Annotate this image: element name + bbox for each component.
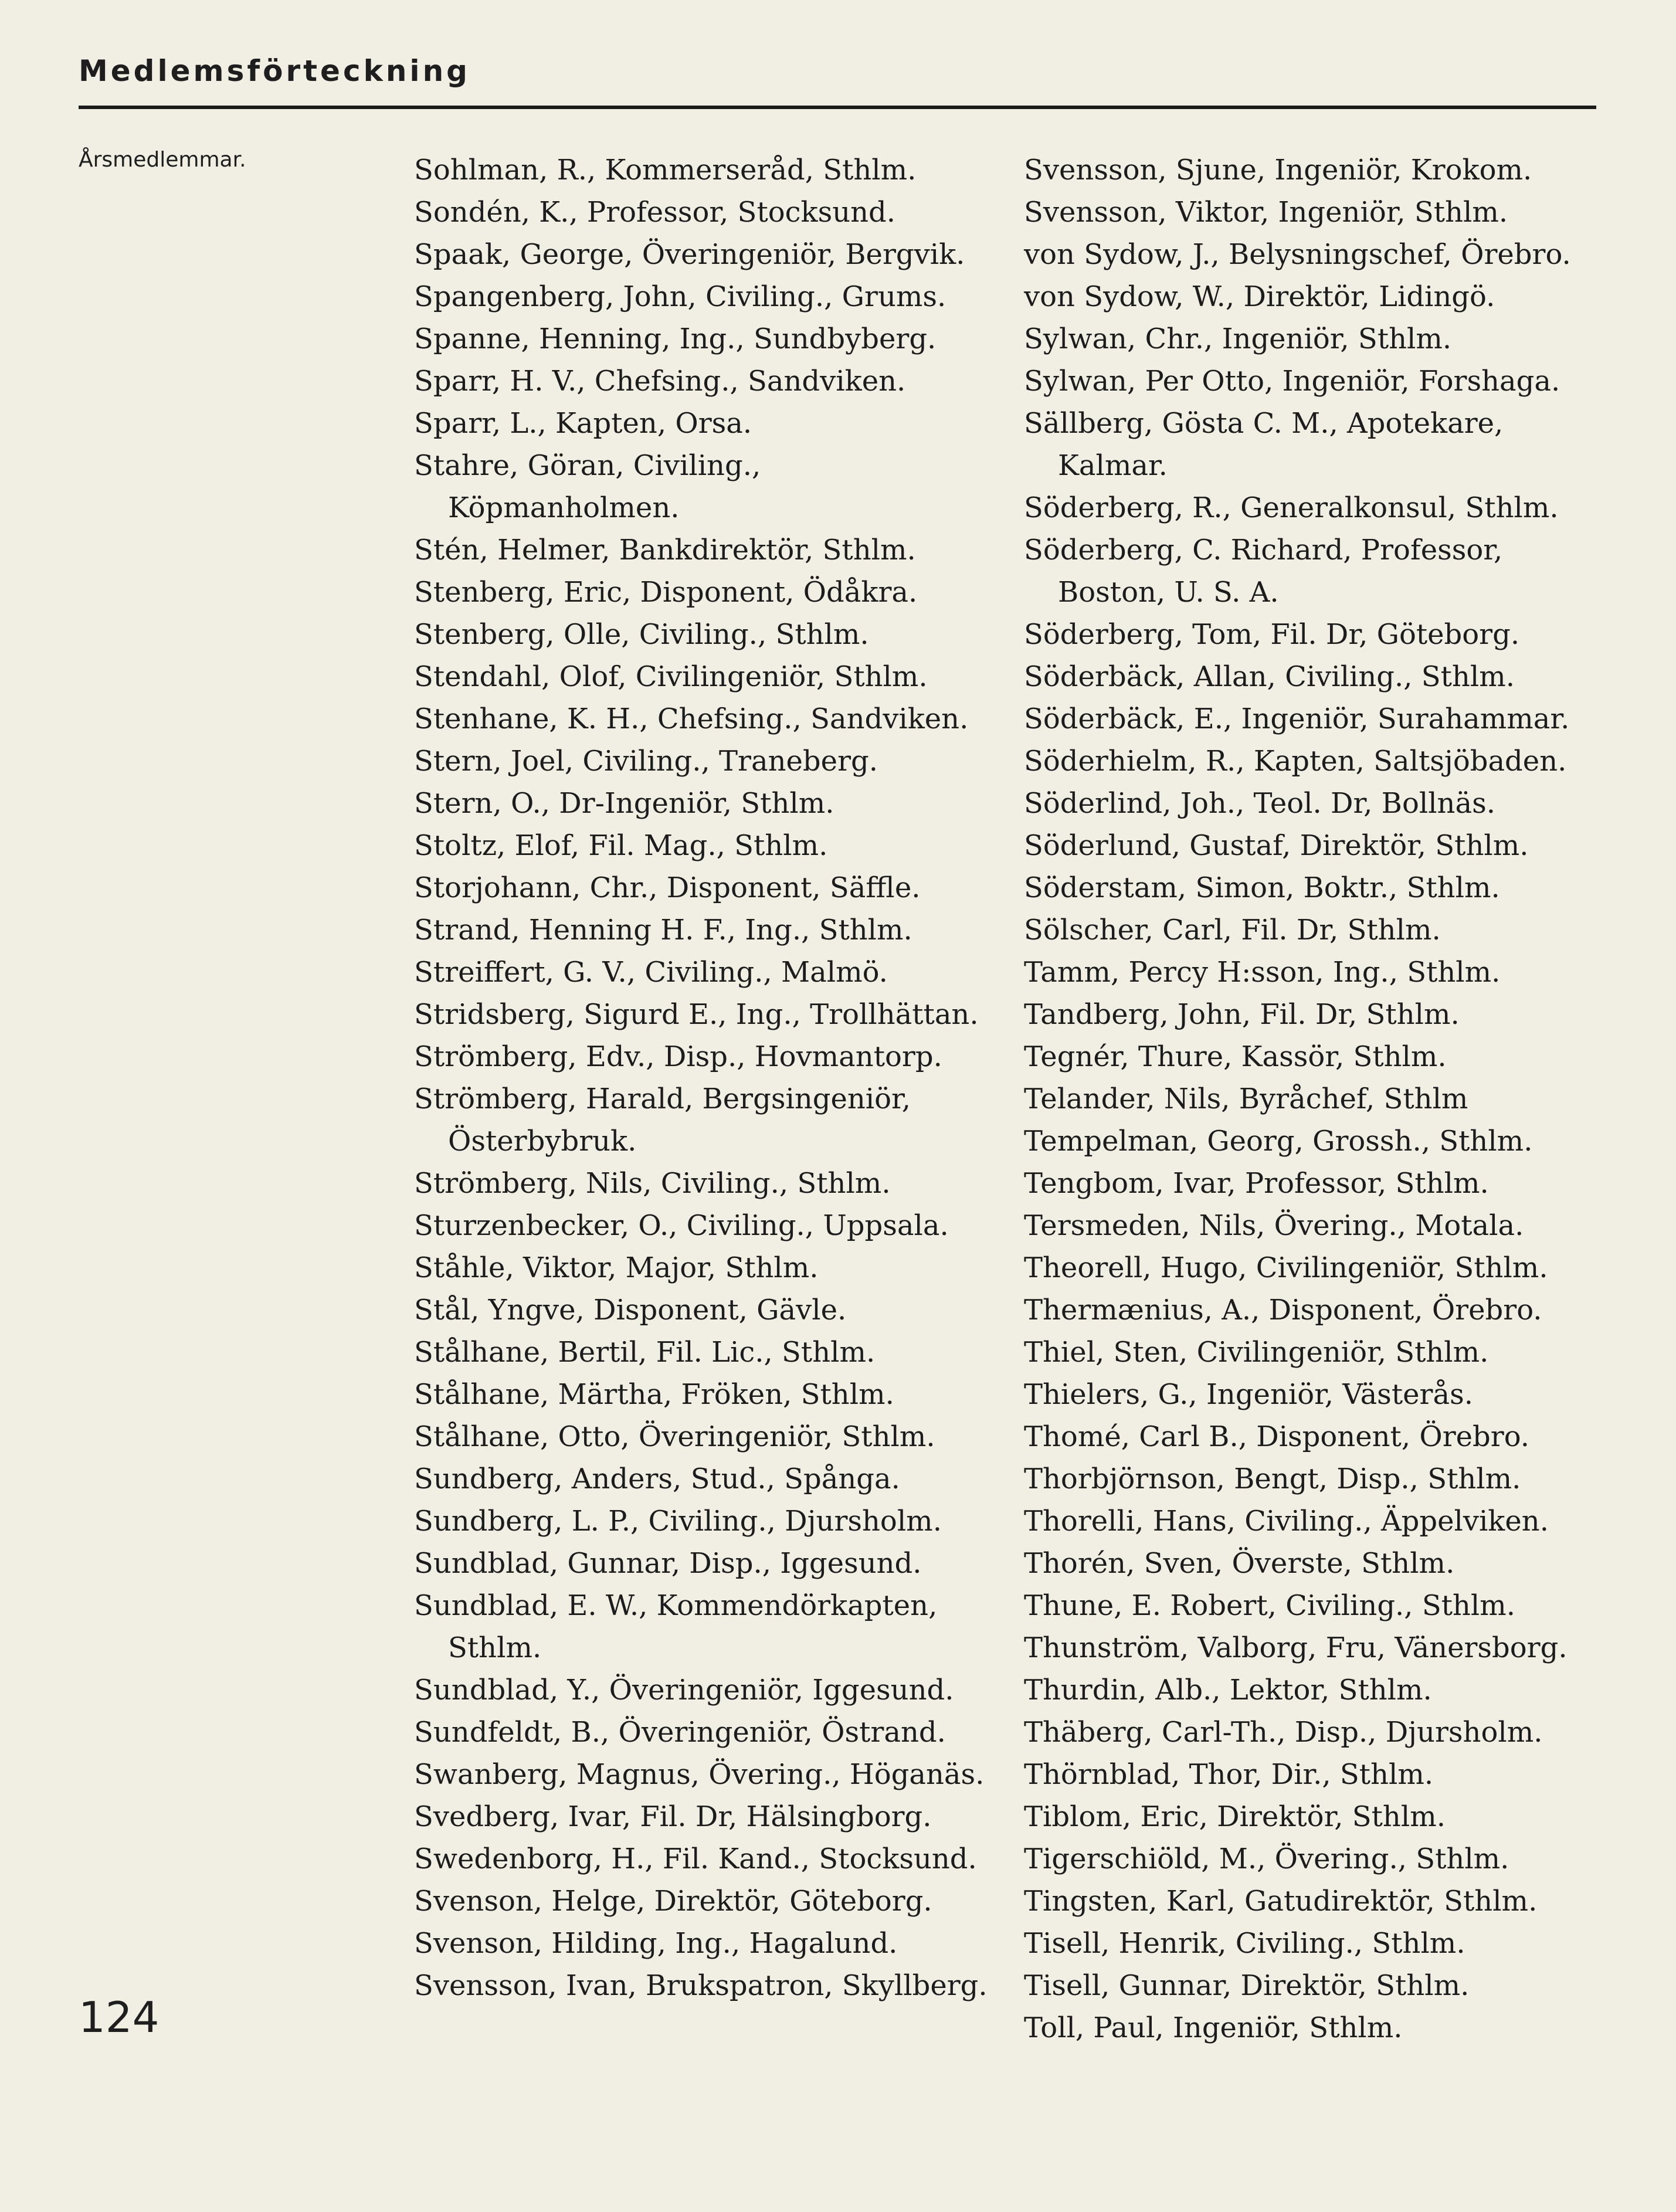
- member-entry: Strömberg, Nils, Civiling., Sthlm.: [414, 1167, 891, 1200]
- member-entry: Sundberg, Anders, Stud., Spånga.: [414, 1463, 900, 1495]
- member-entry: Söderhielm, R., Kapten, Saltsjöbaden.: [1024, 745, 1567, 778]
- member-entry: Stén, Helmer, Bankdirektör, Sthlm.: [414, 534, 916, 566]
- member-entry: Tamm, Percy H:sson, Ing., Sthlm.: [1024, 956, 1501, 989]
- member-entry: Stålhane, Bertil, Fil. Lic., Sthlm.: [414, 1336, 876, 1369]
- member-entry: Thomé, Carl B., Disponent, Örebro.: [1024, 1420, 1530, 1453]
- member-entry: Thunström, Valborg, Fru, Vänersborg.: [1024, 1631, 1568, 1664]
- member-entry: Stoltz, Elof, Fil. Mag., Sthlm.: [414, 829, 828, 862]
- member-entry: Sparr, H. V., Chefsing., Sandviken.: [414, 365, 906, 398]
- member-entry: Stridsberg, Sigurd E., Ing., Trollhättan.: [414, 998, 979, 1031]
- member-entry: Svedberg, Ivar, Fil. Dr, Hälsingborg.: [414, 1800, 932, 1833]
- member-entry: Stern, O., Dr-Ingeniör, Sthlm.: [414, 787, 834, 820]
- header-divider: [79, 106, 1596, 109]
- member-entry: Söderberg, Tom, Fil. Dr, Göteborg.: [1024, 618, 1520, 651]
- member-entry: Storjohann, Chr., Disponent, Säffle.: [414, 871, 921, 904]
- member-entry: Sundblad, Y., Överingeniör, Iggesund.: [414, 1674, 954, 1707]
- member-entry: Thielers, G., Ingeniör, Västerås.: [1024, 1378, 1473, 1411]
- member-entry: Svensson, Viktor, Ingeniör, Sthlm.: [1024, 196, 1508, 229]
- member-entry: Sohlman, R., Kommerseråd, Sthlm.: [414, 154, 917, 186]
- member-entry: Svenson, Hilding, Ing., Hagalund.: [414, 1927, 898, 1960]
- member-entry: von Sydow, J., Belysningschef, Örebro.: [1024, 238, 1571, 271]
- member-entry: Sylwan, Chr., Ingeniör, Sthlm.: [1024, 323, 1452, 355]
- member-entry: Stendahl, Olof, Civilingeniör, Sthlm.: [414, 660, 928, 693]
- member-entry: Toll, Paul, Ingeniör, Sthlm.: [1024, 2011, 1403, 2044]
- member-entry: Swanberg, Magnus, Övering., Höganäs.: [414, 1758, 985, 1791]
- member-list-right-column: [1024, 149, 1604, 2049]
- section-label: Årsmedlemmar.: [79, 148, 246, 172]
- member-entry: Thorelli, Hans, Civiling., Äppelviken.: [1024, 1505, 1549, 1538]
- member-entry: Sundblad, Gunnar, Disp., Iggesund.: [414, 1547, 922, 1580]
- member-entry: von Sydow, W., Direktör, Lidingö.: [1024, 280, 1495, 313]
- member-entry: Spaak, George, Överingeniör, Bergvik.: [414, 238, 965, 271]
- member-entry: Sundfeldt, B., Överingeniör, Östrand.: [414, 1716, 946, 1749]
- member-entry: Söderberg, R., Generalkonsul, Sthlm.: [1024, 491, 1559, 524]
- member-list-left-column: [414, 149, 995, 2007]
- member-entry: Strömberg, Edv., Disp., Hovmantorp.: [414, 1040, 942, 1073]
- member-entry: Tisell, Henrik, Civiling., Sthlm.: [1024, 1927, 1465, 1960]
- member-entry: Tegnér, Thure, Kassör, Sthlm.: [1024, 1040, 1447, 1073]
- member-entry: Stern, Joel, Civiling., Traneberg.: [414, 745, 878, 778]
- member-entry: Tingsten, Karl, Gatudirektör, Sthlm.: [1024, 1885, 1538, 1918]
- member-entry: Söderstam, Simon, Boktr., Sthlm.: [1024, 871, 1500, 904]
- member-entry: Sölscher, Carl, Fil. Dr, Sthlm.: [1024, 914, 1441, 946]
- member-entry: Theorell, Hugo, Civilingeniör, Sthlm.: [1024, 1251, 1548, 1284]
- member-entry: Strömberg, Harald, Bergsingeniör, Österbybruk.: [414, 1083, 911, 1158]
- member-entry: Tempelman, Georg, Grossh., Sthlm.: [1024, 1125, 1533, 1158]
- member-entry: Sylwan, Per Otto, Ingeniör, Forshaga.: [1024, 365, 1560, 398]
- member-entry: Swedenborg, H., Fil. Kand., Stocksund.: [414, 1843, 977, 1875]
- page-header-title: Medlemsförteckning: [79, 54, 470, 88]
- member-entry: Thorbjörnson, Bengt, Disp., Sthlm.: [1024, 1463, 1521, 1495]
- member-entry: Thäberg, Carl-Th., Disp., Djursholm.: [1024, 1716, 1543, 1749]
- member-entry: Sällberg, Gösta C. M., Apotekare, Kalmar.: [1024, 407, 1504, 482]
- member-entry: Svensson, Sjune, Ingeniör, Krokom.: [1024, 154, 1532, 186]
- member-entry: Sundblad, E. W., Kommendörkapten, Sthlm.: [414, 1589, 938, 1664]
- member-entry: Tigerschiöld, M., Övering., Sthlm.: [1024, 1843, 1509, 1875]
- member-entry: Stålhane, Otto, Överingeniör, Sthlm.: [414, 1420, 935, 1453]
- member-entry: Stahre, Göran, Civiling., Köpmanholmen.: [414, 449, 761, 524]
- member-entry: Sondén, K., Professor, Stocksund.: [414, 196, 896, 229]
- page-number: 124: [79, 1993, 160, 2042]
- member-entry: Söderberg, C. Richard, Professor, Boston, U. S. A.: [1024, 534, 1503, 609]
- member-entry: Tandberg, John, Fil. Dr, Sthlm.: [1024, 998, 1460, 1031]
- member-entry: Sturzenbecker, O., Civiling., Uppsala.: [414, 1209, 949, 1242]
- member-entry: Sundberg, L. P., Civiling., Djursholm.: [414, 1505, 942, 1538]
- member-entry: Stenberg, Olle, Civiling., Sthlm.: [414, 618, 869, 651]
- member-entry: Ståhle, Viktor, Major, Sthlm.: [414, 1251, 819, 1284]
- member-entry: Stål, Yngve, Disponent, Gävle.: [414, 1294, 847, 1326]
- member-entry: Thune, E. Robert, Civiling., Sthlm.: [1024, 1589, 1516, 1622]
- member-entry: Thorén, Sven, Överste, Sthlm.: [1024, 1547, 1455, 1580]
- member-entry: Strand, Henning H. F., Ing., Sthlm.: [414, 914, 912, 946]
- member-entry: Streiffert, G. V., Civiling., Malmö.: [414, 956, 888, 989]
- member-entry: Söderbäck, E., Ingeniör, Surahammar.: [1024, 703, 1570, 735]
- member-entry: Telander, Nils, Byråchef, Sthlm: [1024, 1083, 1468, 1115]
- member-entry: Thiel, Sten, Civilingeniör, Sthlm.: [1024, 1336, 1489, 1369]
- member-entry: Tengbom, Ivar, Professor, Sthlm.: [1024, 1167, 1489, 1200]
- member-entry: Thörnblad, Thor, Dir., Sthlm.: [1024, 1758, 1434, 1791]
- member-entry: Tersmeden, Nils, Övering., Motala.: [1024, 1209, 1524, 1242]
- member-entry: Sparr, L., Kapten, Orsa.: [414, 407, 752, 440]
- member-entry: Spangenberg, John, Civiling., Grums.: [414, 280, 946, 313]
- member-entry: Söderlind, Joh., Teol. Dr, Bollnäs.: [1024, 787, 1495, 820]
- member-entry: Söderlund, Gustaf, Direktör, Sthlm.: [1024, 829, 1529, 862]
- member-entry: Spanne, Henning, Ing., Sundbyberg.: [414, 323, 937, 355]
- member-entry: Tisell, Gunnar, Direktör, Sthlm.: [1024, 1969, 1470, 2002]
- member-entry: Stenhane, K. H., Chefsing., Sandviken.: [414, 703, 969, 735]
- member-entry: Söderbäck, Allan, Civiling., Sthlm.: [1024, 660, 1515, 693]
- member-entry: Thurdin, Alb., Lektor, Sthlm.: [1024, 1674, 1432, 1707]
- member-entry: Stålhane, Märtha, Fröken, Sthlm.: [414, 1378, 894, 1411]
- member-entry: Stenberg, Eric, Disponent, Ödåkra.: [414, 576, 918, 609]
- member-entry: Svensson, Ivan, Brukspatron, Skyllberg.: [414, 1969, 988, 2002]
- member-entry: Svenson, Helge, Direktör, Göteborg.: [414, 1885, 932, 1918]
- member-entry: Thermænius, A., Disponent, Örebro.: [1024, 1294, 1542, 1326]
- member-entry: Tiblom, Eric, Direktör, Sthlm.: [1024, 1800, 1446, 1833]
